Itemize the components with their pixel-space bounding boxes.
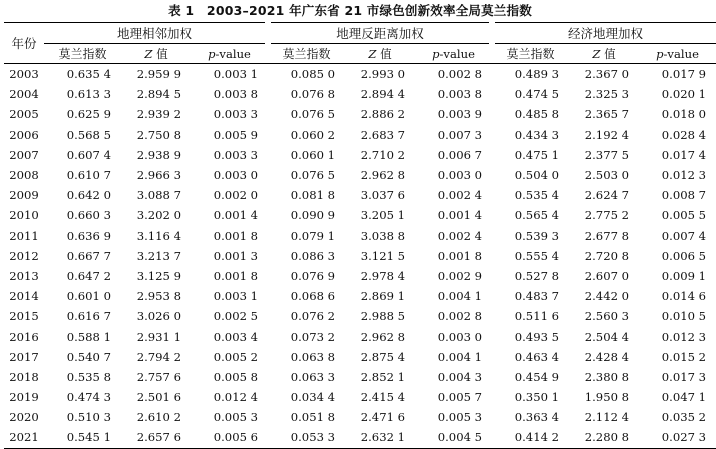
value-cell: 0.027 3 bbox=[639, 427, 716, 448]
subheader-p: p-value bbox=[639, 44, 716, 64]
value-cell: 2.966 3 bbox=[136, 168, 181, 183]
value-cell: 2.988 5 bbox=[360, 309, 406, 324]
table-row bbox=[4, 125, 716, 145]
value-cell: 3.213 7 bbox=[136, 248, 181, 263]
value-cell: 0.051 8 bbox=[290, 410, 336, 425]
value-cell: 2.377 5 bbox=[584, 147, 630, 162]
value-cell: 0.568 5 bbox=[66, 127, 111, 142]
value-cell: 0.004 1 bbox=[437, 349, 483, 364]
value-cell: 3.037 6 bbox=[360, 188, 406, 203]
value-cell: 0.005 3 bbox=[437, 410, 483, 425]
value-cell: 0.642 0 bbox=[66, 188, 111, 203]
value-cell: 2.775 2 bbox=[584, 208, 630, 223]
table-row bbox=[4, 104, 716, 124]
value-cell: 2.192 4 bbox=[584, 127, 630, 142]
value-cell: 2.501 6 bbox=[136, 390, 181, 405]
value-cell: 0.017 9 bbox=[661, 67, 707, 82]
value-cell: 2.683 7 bbox=[360, 127, 406, 142]
table-row bbox=[4, 64, 716, 85]
value-cell: 0.001 3 bbox=[213, 248, 259, 263]
year-cell: 2012 bbox=[9, 248, 39, 263]
value-cell: 0.076 8 bbox=[290, 87, 336, 102]
value-cell: 2.415 4 bbox=[360, 390, 406, 405]
year-cell: 2021 bbox=[4, 427, 44, 448]
value-cell: 0.003 3 bbox=[213, 107, 259, 122]
value-cell: 0.002 9 bbox=[437, 268, 483, 283]
value-cell: 0.667 7 bbox=[66, 248, 111, 263]
value-cell: 0.474 5 bbox=[514, 87, 560, 102]
value-cell: 0.012 4 bbox=[213, 390, 259, 405]
value-cell: 0.493 5 bbox=[514, 329, 560, 344]
value-cell: 0.002 0 bbox=[213, 188, 259, 203]
value-cell: 0.076 5 bbox=[290, 107, 336, 122]
value-cell: 0.001 8 bbox=[213, 268, 259, 283]
value-cell: 2.869 1 bbox=[360, 289, 406, 304]
value-cell: 2.442 0 bbox=[584, 289, 630, 304]
value-cell: 0.003 8 bbox=[437, 87, 483, 102]
value-cell: 0.063 3 bbox=[290, 369, 336, 384]
value-cell: 1.950 8 bbox=[584, 390, 630, 405]
value-cell: 0.007 3 bbox=[437, 127, 483, 142]
table-row bbox=[4, 367, 716, 387]
value-cell: 0.004 3 bbox=[437, 369, 483, 384]
value-cell: 3.116 4 bbox=[136, 228, 181, 243]
year-cell: 2013 bbox=[9, 268, 39, 283]
table-row bbox=[4, 145, 716, 165]
value-cell: 0.076 2 bbox=[290, 309, 336, 324]
value-cell: 0.001 4 bbox=[437, 208, 483, 223]
value-cell: 2.953 8 bbox=[136, 289, 181, 304]
value-cell: 2.720 8 bbox=[584, 248, 630, 263]
year-cell: 2014 bbox=[9, 289, 39, 304]
subheader-z: Z 值 bbox=[569, 44, 639, 64]
year-cell: 2016 bbox=[9, 329, 39, 344]
value-cell: 2.993 0 bbox=[360, 67, 406, 82]
value-cell: 0.463 4 bbox=[514, 349, 560, 364]
value-cell: 2.503 0 bbox=[584, 168, 630, 183]
value-cell: 3.125 9 bbox=[136, 268, 181, 283]
value-cell: 2.939 2 bbox=[136, 107, 181, 122]
value-cell: 0.006 7 bbox=[437, 147, 483, 162]
value-cell: 3.038 8 bbox=[360, 228, 406, 243]
value-cell: 0.003 1 bbox=[213, 289, 259, 304]
value-cell: 0.079 1 bbox=[290, 228, 336, 243]
value-cell: 0.636 9 bbox=[66, 228, 111, 243]
subheader-moran: 莫兰指数 bbox=[44, 44, 121, 64]
year-cell: 2019 bbox=[9, 390, 39, 405]
value-cell: 0.002 8 bbox=[437, 309, 483, 324]
value-cell: 0.601 0 bbox=[66, 289, 111, 304]
value-cell: 0.540 7 bbox=[66, 349, 111, 364]
value-cell: 2.794 2 bbox=[136, 349, 181, 364]
table-row bbox=[4, 326, 716, 346]
year-cell: 2004 bbox=[9, 87, 39, 102]
value-cell: 2.852 1 bbox=[360, 369, 406, 384]
value-cell: 0.485 8 bbox=[514, 107, 560, 122]
value-cell: 0.003 0 bbox=[213, 168, 259, 183]
year-cell: 2006 bbox=[9, 127, 39, 142]
year-cell: 2015 bbox=[9, 309, 39, 324]
subheader-p: p-value bbox=[415, 44, 492, 64]
value-cell: 2.657 6 bbox=[121, 427, 191, 448]
value-cell: 0.076 9 bbox=[290, 268, 336, 283]
table-row bbox=[4, 165, 716, 185]
value-cell: 0.555 4 bbox=[514, 248, 560, 263]
value-cell: 0.073 2 bbox=[290, 329, 336, 344]
value-cell: 0.565 4 bbox=[514, 208, 560, 223]
value-cell: 0.350 1 bbox=[514, 390, 560, 405]
value-cell: 2.280 8 bbox=[569, 427, 639, 448]
value-cell: 0.545 1 bbox=[44, 427, 121, 448]
value-cell: 0.527 8 bbox=[514, 268, 560, 283]
value-cell: 0.414 2 bbox=[492, 427, 569, 448]
table-row bbox=[4, 205, 716, 225]
group-header-inverse-distance: 地理反距离加权 bbox=[268, 23, 492, 44]
year-cell: 2005 bbox=[9, 107, 39, 122]
value-cell: 0.003 3 bbox=[213, 147, 259, 162]
value-cell: 0.003 1 bbox=[213, 67, 259, 82]
year-cell: 2018 bbox=[9, 369, 39, 384]
value-cell: 0.014 6 bbox=[661, 289, 707, 304]
value-cell: 3.205 1 bbox=[360, 208, 406, 223]
subheader-p: p-value bbox=[191, 44, 268, 64]
value-cell: 0.454 9 bbox=[514, 369, 560, 384]
value-cell: 0.005 2 bbox=[213, 349, 259, 364]
group-header-adjacency: 地理相邻加权 bbox=[44, 23, 268, 44]
value-cell: 0.003 0 bbox=[437, 168, 483, 183]
value-cell: 0.015 2 bbox=[661, 349, 707, 364]
table-row bbox=[4, 226, 716, 246]
value-cell: 0.483 7 bbox=[514, 289, 560, 304]
value-cell: 0.510 3 bbox=[66, 410, 111, 425]
value-cell: 2.112 4 bbox=[584, 410, 630, 425]
value-cell: 0.003 0 bbox=[437, 329, 483, 344]
year-cell: 2009 bbox=[9, 188, 39, 203]
value-cell: 2.750 8 bbox=[136, 127, 181, 142]
value-cell: 0.607 4 bbox=[66, 147, 111, 162]
value-cell: 0.002 4 bbox=[437, 228, 483, 243]
value-cell: 2.757 6 bbox=[136, 369, 181, 384]
value-cell: 2.710 2 bbox=[360, 147, 406, 162]
value-cell: 0.063 8 bbox=[290, 349, 336, 364]
value-cell: 0.020 1 bbox=[661, 87, 707, 102]
table-row bbox=[4, 427, 716, 448]
table-row bbox=[4, 185, 716, 205]
subheader-z: Z 值 bbox=[121, 44, 191, 64]
value-cell: 0.006 5 bbox=[661, 248, 707, 263]
value-cell: 2.380 8 bbox=[584, 369, 630, 384]
value-cell: 0.001 4 bbox=[213, 208, 259, 223]
value-cell: 0.035 2 bbox=[661, 410, 707, 425]
value-cell: 2.607 0 bbox=[584, 268, 630, 283]
value-cell: 0.504 0 bbox=[514, 168, 560, 183]
value-cell: 0.002 5 bbox=[213, 309, 259, 324]
subheader-moran: 莫兰指数 bbox=[268, 44, 345, 64]
value-cell: 0.005 8 bbox=[213, 369, 259, 384]
value-cell: 0.017 3 bbox=[661, 369, 707, 384]
value-cell: 0.003 8 bbox=[213, 87, 259, 102]
value-cell: 0.005 5 bbox=[661, 208, 707, 223]
value-cell: 0.005 3 bbox=[213, 410, 259, 425]
value-cell: 0.535 4 bbox=[514, 188, 560, 203]
value-cell: 0.625 9 bbox=[66, 107, 111, 122]
year-cell: 2010 bbox=[9, 208, 39, 223]
value-cell: 0.008 7 bbox=[661, 188, 707, 203]
year-cell: 2020 bbox=[9, 410, 39, 425]
table-body bbox=[4, 64, 716, 449]
value-cell: 0.511 6 bbox=[514, 309, 560, 324]
value-cell: 2.367 0 bbox=[584, 67, 630, 82]
value-cell: 0.053 3 bbox=[268, 427, 345, 448]
year-cell: 2007 bbox=[9, 147, 39, 162]
value-cell: 0.012 3 bbox=[661, 329, 707, 344]
value-cell: 0.610 7 bbox=[66, 168, 111, 183]
value-cell: 2.962 8 bbox=[360, 168, 406, 183]
value-cell: 0.085 0 bbox=[290, 67, 336, 82]
value-cell: 0.010 5 bbox=[661, 309, 707, 324]
value-cell: 0.028 4 bbox=[661, 127, 707, 142]
value-cell: 2.677 8 bbox=[584, 228, 630, 243]
value-cell: 0.007 4 bbox=[661, 228, 707, 243]
value-cell: 0.001 8 bbox=[437, 248, 483, 263]
value-cell: 0.090 9 bbox=[290, 208, 336, 223]
value-cell: 2.471 6 bbox=[360, 410, 406, 425]
value-cell: 2.875 4 bbox=[360, 349, 406, 364]
value-cell: 3.088 7 bbox=[136, 188, 181, 203]
value-cell: 2.959 9 bbox=[136, 67, 181, 82]
value-cell: 0.012 3 bbox=[661, 168, 707, 183]
value-cell: 0.535 8 bbox=[66, 369, 111, 384]
value-cell: 2.632 1 bbox=[345, 427, 415, 448]
value-cell: 0.613 3 bbox=[66, 87, 111, 102]
value-cell: 2.560 3 bbox=[584, 309, 630, 324]
value-cell: 2.624 7 bbox=[584, 188, 630, 203]
year-cell: 2017 bbox=[9, 349, 39, 364]
value-cell: 0.002 4 bbox=[437, 188, 483, 203]
subheader-z: Z 值 bbox=[345, 44, 415, 64]
value-cell: 0.017 4 bbox=[661, 147, 707, 162]
year-cell: 2003 bbox=[9, 67, 39, 82]
value-cell: 0.034 4 bbox=[290, 390, 336, 405]
value-cell: 0.009 1 bbox=[661, 268, 707, 283]
value-cell: 0.660 3 bbox=[66, 208, 111, 223]
value-cell: 0.076 5 bbox=[290, 168, 336, 183]
value-cell: 0.475 1 bbox=[514, 147, 560, 162]
group-header-economic: 经济地理加权 bbox=[492, 23, 716, 44]
table-row bbox=[4, 407, 716, 427]
value-cell: 2.938 9 bbox=[136, 147, 181, 162]
table-row bbox=[4, 387, 716, 407]
value-cell: 0.005 7 bbox=[437, 390, 483, 405]
value-cell: 0.616 7 bbox=[66, 309, 111, 324]
moran-index-table bbox=[4, 22, 716, 449]
year-cell: 2008 bbox=[9, 168, 39, 183]
value-cell: 2.365 7 bbox=[584, 107, 630, 122]
subheader-moran: 莫兰指数 bbox=[492, 44, 569, 64]
value-cell: 0.434 3 bbox=[514, 127, 560, 142]
value-cell: 0.635 4 bbox=[66, 67, 111, 82]
table-row bbox=[4, 286, 716, 306]
value-cell: 3.026 0 bbox=[136, 309, 181, 324]
value-cell: 2.894 4 bbox=[360, 87, 406, 102]
value-cell: 2.428 4 bbox=[584, 349, 630, 364]
value-cell: 3.202 0 bbox=[136, 208, 181, 223]
value-cell: 0.001 8 bbox=[213, 228, 259, 243]
value-cell: 2.610 2 bbox=[136, 410, 181, 425]
value-cell: 2.978 4 bbox=[360, 268, 406, 283]
value-cell: 0.086 3 bbox=[290, 248, 336, 263]
table-row bbox=[4, 84, 716, 104]
year-cell: 2011 bbox=[9, 228, 39, 243]
value-cell: 2.931 1 bbox=[136, 329, 181, 344]
table-caption: 表 1 2003–2021 年广东省 21 市绿色创新效率全局莫兰指数 bbox=[168, 3, 532, 18]
value-cell: 0.004 1 bbox=[437, 289, 483, 304]
subheader-row bbox=[4, 44, 716, 64]
value-cell: 0.004 5 bbox=[415, 427, 492, 448]
value-cell: 0.047 1 bbox=[661, 390, 707, 405]
value-cell: 2.894 5 bbox=[136, 87, 181, 102]
value-cell: 0.005 6 bbox=[191, 427, 268, 448]
table-row bbox=[4, 266, 716, 286]
value-cell: 0.489 3 bbox=[514, 67, 560, 82]
value-cell: 0.005 9 bbox=[213, 127, 259, 142]
value-cell: 2.325 3 bbox=[584, 87, 630, 102]
value-cell: 0.588 1 bbox=[66, 329, 111, 344]
value-cell: 2.504 4 bbox=[584, 329, 630, 344]
value-cell: 0.081 8 bbox=[290, 188, 336, 203]
value-cell: 0.002 8 bbox=[437, 67, 483, 82]
value-cell: 0.363 4 bbox=[514, 410, 560, 425]
year-header: 年份 bbox=[4, 23, 44, 64]
table-row bbox=[4, 246, 716, 266]
value-cell: 0.060 1 bbox=[290, 147, 336, 162]
value-cell: 0.647 2 bbox=[66, 268, 111, 283]
value-cell: 0.060 2 bbox=[290, 127, 336, 142]
value-cell: 2.962 8 bbox=[360, 329, 406, 344]
value-cell: 2.886 2 bbox=[360, 107, 406, 122]
table-row bbox=[4, 306, 716, 326]
value-cell: 0.018 0 bbox=[661, 107, 707, 122]
value-cell: 0.474 3 bbox=[66, 390, 111, 405]
table-row bbox=[4, 347, 716, 367]
value-cell: 0.539 3 bbox=[514, 228, 560, 243]
value-cell: 0.003 4 bbox=[213, 329, 259, 344]
value-cell: 3.121 5 bbox=[360, 248, 406, 263]
value-cell: 0.003 9 bbox=[437, 107, 483, 122]
value-cell: 0.068 6 bbox=[290, 289, 336, 304]
